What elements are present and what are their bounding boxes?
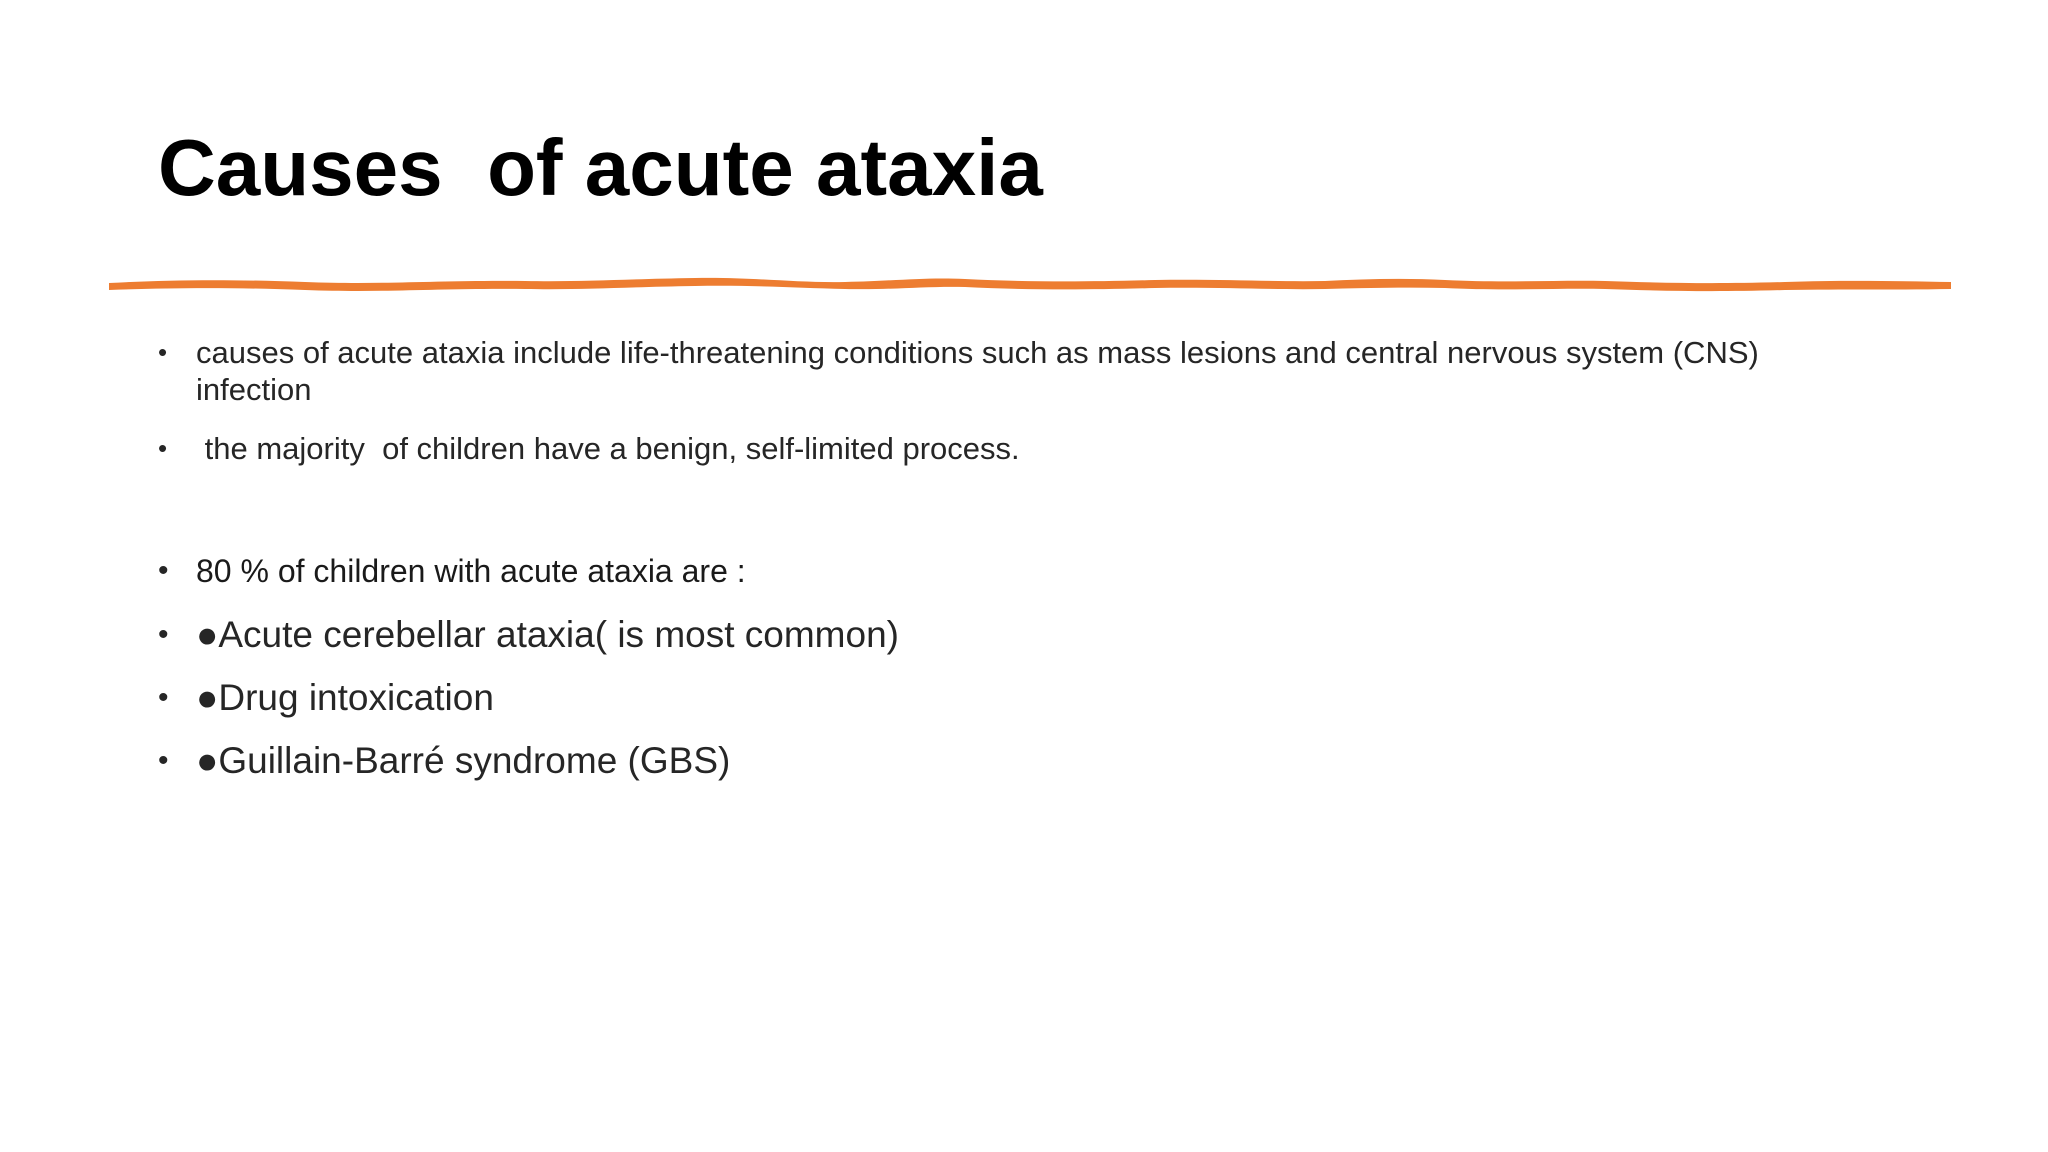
bullet-marker: • — [158, 618, 169, 651]
bullet-text: ●Acute cerebellar ataxia( is most common) — [196, 614, 899, 655]
bullet-item — [158, 611, 1858, 659]
slide-title: Causes of acute ataxia — [158, 123, 1043, 212]
bullet-marker: • — [158, 554, 169, 587]
bullet-item — [158, 334, 1858, 408]
bullet-marker: • — [158, 337, 168, 367]
bullet-text: ●Guillain-Barré syndrome (GBS) — [196, 740, 731, 781]
bullet-item — [158, 737, 1858, 785]
bullet-text: the majority of children have a benign, self-limited process. — [196, 431, 1020, 466]
bullet-item — [158, 430, 1858, 467]
bullet-text: 80 % of children with acute ataxia are : — [196, 553, 746, 589]
bullet-marker: • — [158, 744, 169, 777]
bullet-marker: • — [158, 681, 169, 714]
bullet-marker: • — [158, 433, 168, 463]
bullet-item — [158, 549, 1858, 593]
bullet-text: ●Drug intoxication — [196, 677, 494, 718]
bullet-text: causes of acute ataxia include life-threatening conditions such as mass lesions and central nervous system (CNS) infection — [196, 335, 1768, 407]
bullet-item — [158, 674, 1858, 722]
